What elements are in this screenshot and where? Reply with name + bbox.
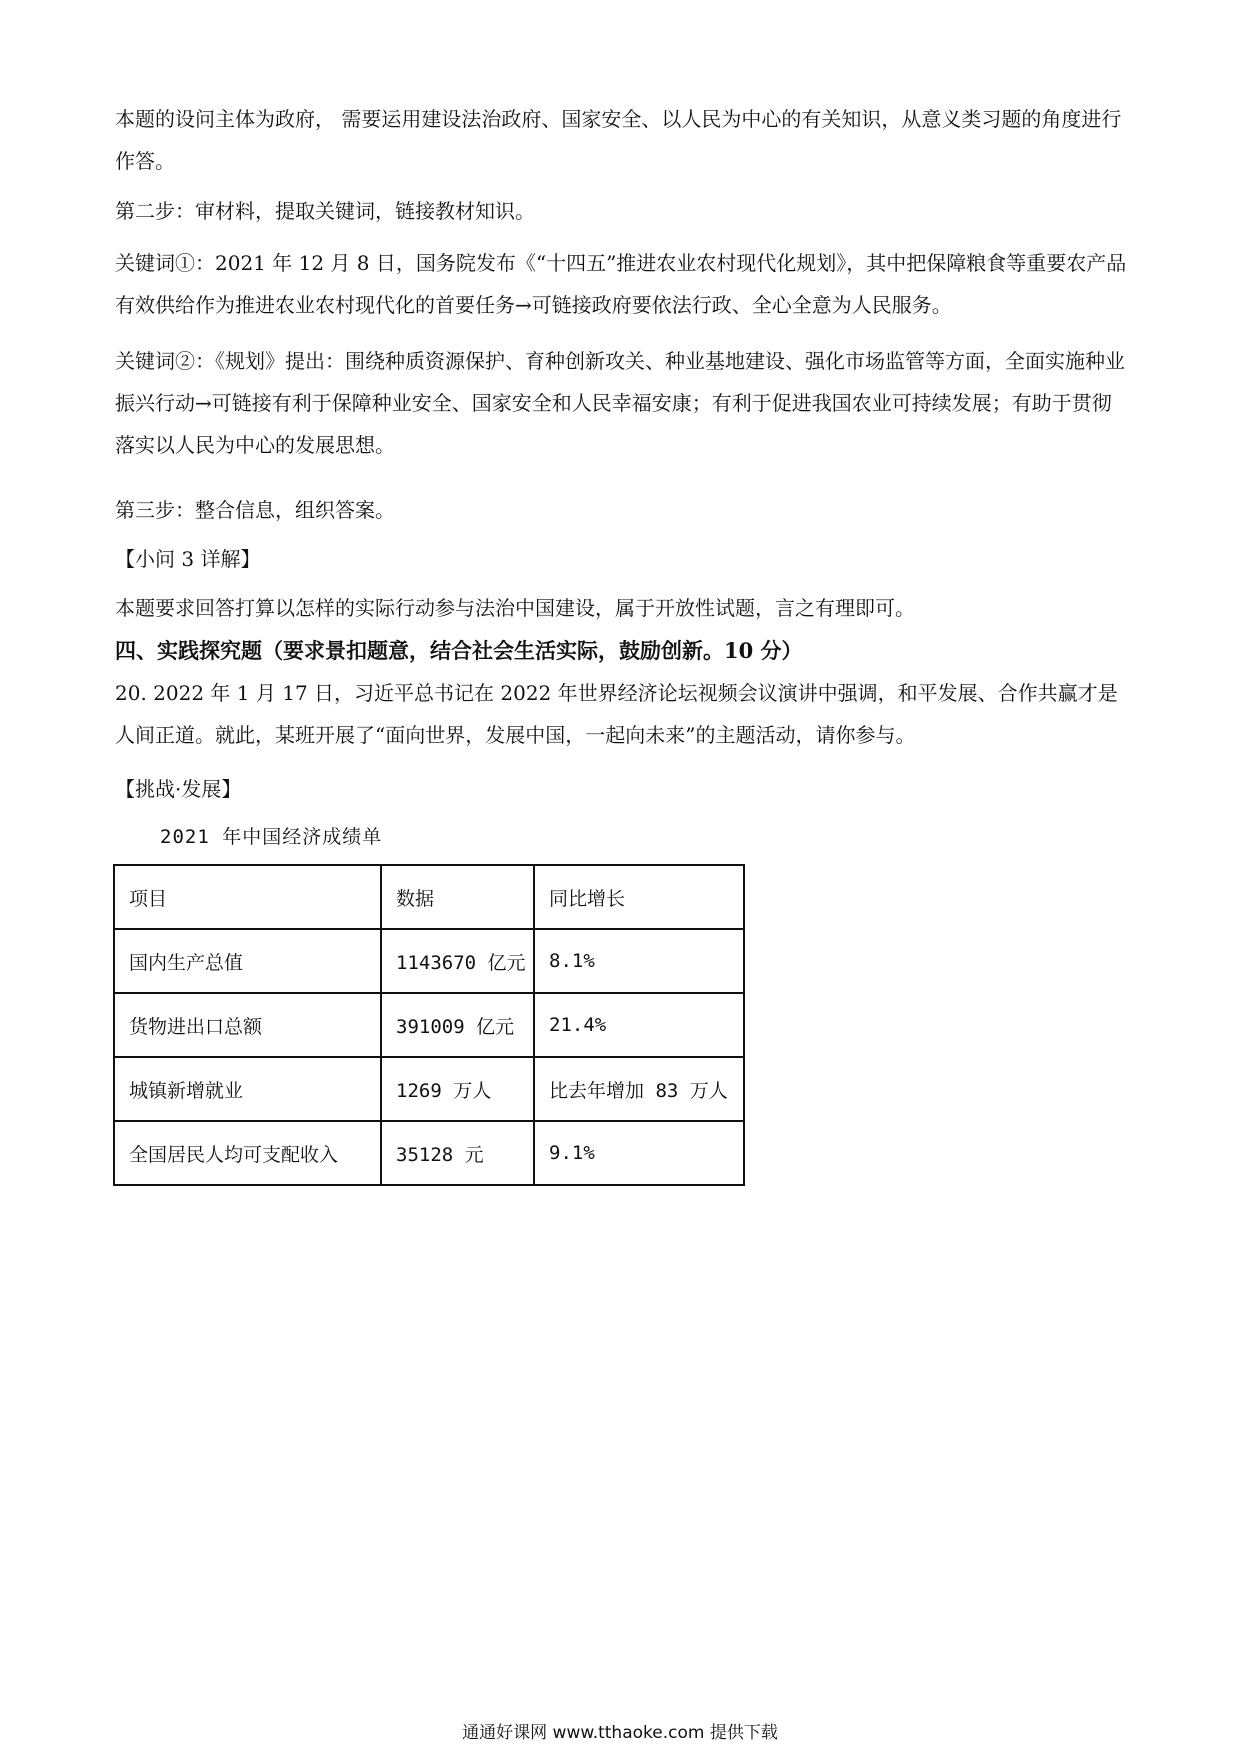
table-cell: 21.4% <box>534 993 744 1057</box>
table-title: 2021 年中国经济成绩单 <box>160 826 383 848</box>
table-cell: 9.1% <box>534 1121 744 1185</box>
paragraph-keyword-two: 关键词②：《规划》提出：围绕种质资源保护、育种创新攻关、种业基地建设、强化市场监管等方面，全面实施种业振兴行动→可链接有利于保障种业安全、国家安全和人民幸福安康；有利于促进我国农业可持续发展；有助于贯彻落实以人民为中心的发展思想。 <box>115 349 1125 457</box>
paragraph-intro: 本题的设问主体为政府， 需要运用建设法治政府、国家安全、以人民为中心的有关知识，从意义类习题的角度进行作答。 <box>115 107 1122 173</box>
economic-results-table <box>113 864 745 1186</box>
table-cell: 391009 亿元 <box>381 993 534 1057</box>
page-footer: 通通好课网 www.tthaoke.com 提供下载 <box>462 1723 778 1743</box>
table-cell: 比去年增加 83 万人 <box>534 1057 744 1121</box>
table-header-cell: 数据 <box>381 865 534 929</box>
table-cell: 1143670 亿元 <box>381 929 534 993</box>
table-header-cell: 同比增长 <box>534 865 744 929</box>
table-cell: 全国居民人均可支配收入 <box>114 1121 381 1185</box>
table-header-row <box>114 865 744 929</box>
paragraph-keyword-one: 关键词①：2021 年 12 月 8 日，国务院发布《“十四五”推进农业农村现代化规划》，其中把保障粮食等重要农产品有效供给作为推进农业农村现代化的首要任务→可链接政府要依法行政、全心全意为人民服务。 <box>115 251 1127 317</box>
table-cell: 货物进出口总额 <box>114 993 381 1057</box>
subheading-challenge: 【挑战·发展】 <box>115 777 242 801</box>
paragraph-step-two: 第二步：审材料，提取关键词，链接教材知识。 <box>115 199 535 223</box>
section-heading: 四、实践探究题（要求景扣题意，结合社会生活实际，鼓励创新。10 分） <box>115 638 803 663</box>
table-cell: 1269 万人 <box>381 1057 534 1121</box>
table-header-cell: 项目 <box>114 865 381 929</box>
table-row <box>114 1057 744 1121</box>
table-row <box>114 1121 744 1185</box>
table-cell: 国内生产总值 <box>114 929 381 993</box>
paragraph-subquestion-heading: 【小问 3 详解】 <box>115 547 261 571</box>
table-cell: 35128 元 <box>381 1121 534 1185</box>
question-text: 20. 2022 年 1 月 17 日，习近平总书记在 2022 年世界经济论坛视频会议演讲中强调，和平发展、合作共赢才是人间正道。就此，某班开展了“面向世界，发展中国，一起向未来”的主题活动，请你参与。 <box>115 681 1118 747</box>
paragraph-step-three: 第三步：整合信息，组织答案。 <box>115 498 395 522</box>
table-row <box>114 993 744 1057</box>
paragraph-subquestion-answer: 本题要求回答打算以怎样的实际行动参与法治中国建设，属于开放性试题，言之有理即可。 <box>115 596 915 620</box>
table-cell: 城镇新增就业 <box>114 1057 381 1121</box>
table-cell: 8.1% <box>534 929 744 993</box>
table-row <box>114 929 744 993</box>
